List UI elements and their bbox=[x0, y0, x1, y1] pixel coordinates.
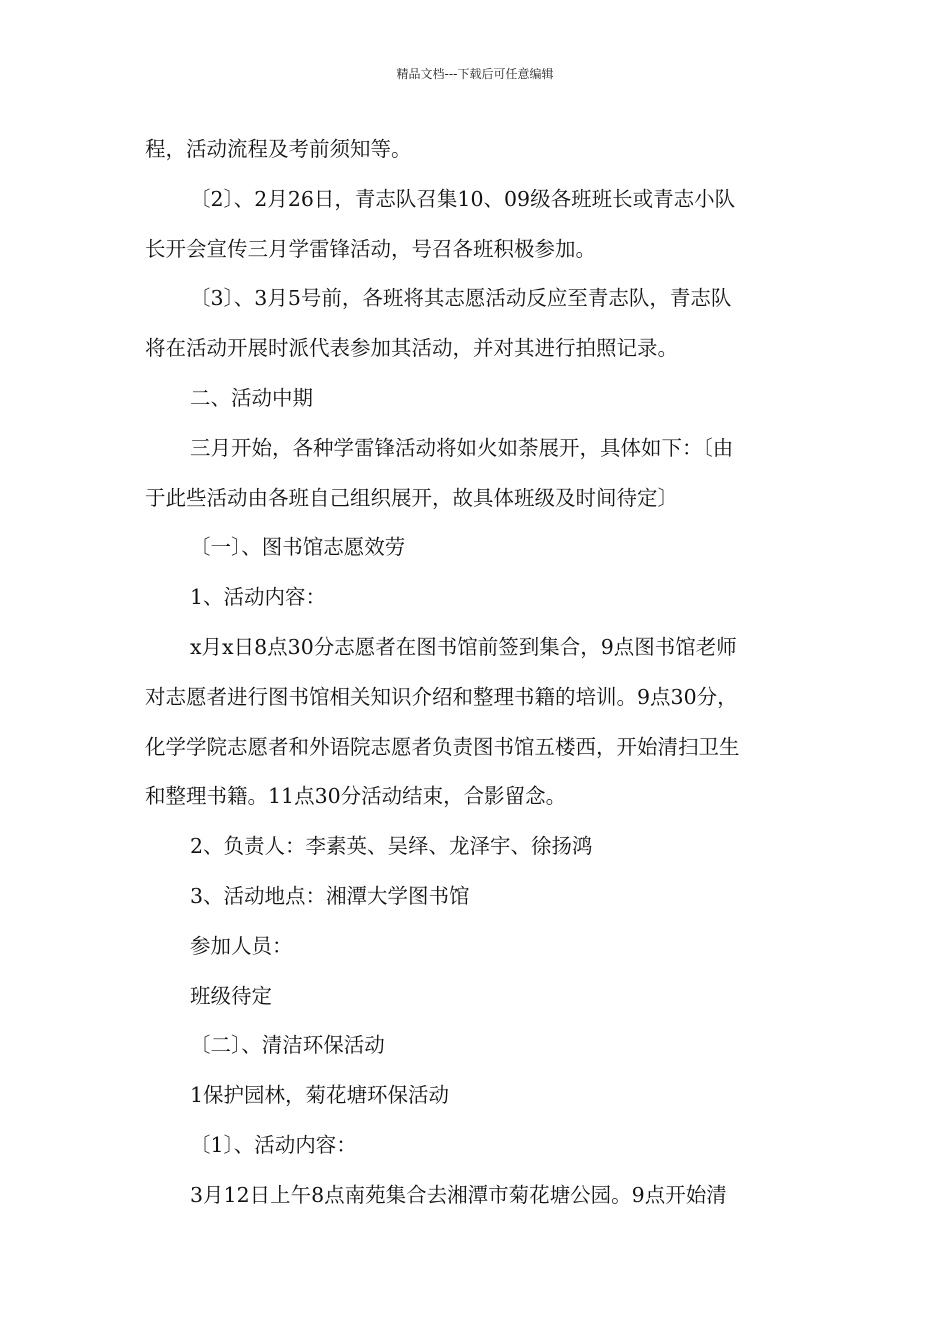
text-line: 二、活动中期 bbox=[190, 385, 313, 410]
text-line: 2、负责人：李素英、吴绎、龙泽宇、徐扬鸿 bbox=[190, 834, 593, 859]
text-line: 和整理书籍。11点30分活动结束，合影留念。 bbox=[145, 784, 567, 809]
text-line: 3、活动地点：湘潭大学图书馆 bbox=[190, 883, 470, 908]
text-line: 〔2〕、2月26日，青志队召集10、09级各班班长或青志小队 bbox=[190, 186, 736, 211]
text-line: 〔二〕、清洁环保活动 bbox=[190, 1033, 385, 1058]
text-line: 对志愿者进行图书馆相关知识介绍和整理书籍的培训。9点30分， bbox=[145, 684, 738, 709]
text-line: 长开会宣传三月学雷锋活动，号召各班积极参加。 bbox=[145, 236, 596, 261]
text-line: 三月开始，各种学雷锋活动将如火如荼展开，具体如下：〔由 bbox=[190, 435, 734, 460]
text-line: 1保护园林，菊花塘环保活动 bbox=[190, 1083, 450, 1108]
text-line: 于此些活动由各班自己组织展开，故具体班级及时间待定〕 bbox=[145, 485, 678, 510]
text-line: 3月12日上午8点南苑集合去湘潭市菊花塘公园。9点开始清 bbox=[190, 1182, 727, 1207]
text-line: 〔1〕、活动内容： bbox=[190, 1132, 357, 1157]
text-line: 参加人员： bbox=[190, 933, 293, 958]
text-line: 〔一〕、图书馆志愿效劳 bbox=[190, 535, 406, 560]
text-line: 班级待定 bbox=[190, 983, 272, 1008]
document-body bbox=[145, 125, 810, 1221]
text-line: 〔3〕、3月5号前，各班将其志愿活动反应至青志队，青志队 bbox=[190, 286, 732, 311]
text-line: 1、活动内容： bbox=[190, 585, 327, 610]
page-header: 精品文档---下载后可任意编辑 bbox=[396, 67, 554, 81]
text-line: 化学学院志愿者和外语院志愿者负责图书馆五楼西，开始清扫卫生 bbox=[145, 734, 740, 759]
text-line: 将在活动开展时派代表参加其活动，并对其进行拍照记录。 bbox=[145, 336, 678, 361]
text-line: 程，活动流程及考前须知等。 bbox=[145, 137, 412, 161]
text-line: x月x日8点30分志愿者在图书馆前签到集合，9点图书馆老师 bbox=[190, 634, 737, 659]
